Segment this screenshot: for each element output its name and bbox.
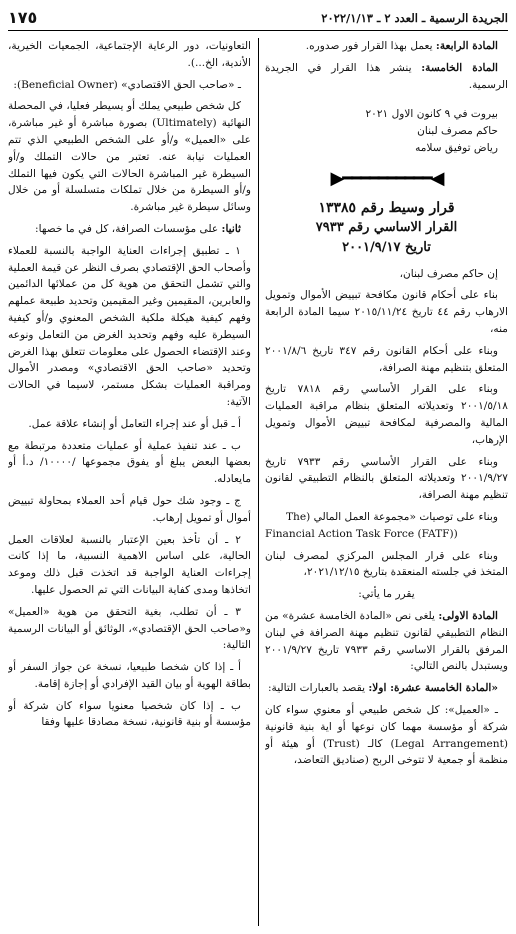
- decision-date: تاريخ ٢٠٠١/٩/١٧: [342, 239, 431, 255]
- beneficial-owner-definition: كل شخص طبيعي يملك أو يسيطر فعليا، في المحصلة النهائية (Ultimately) بصورة مباشرة أو غير مباشرة، على «العميل» و/أو على الشخص الطبيعي الذي تتم العمليات نيابة عنه. تعتبر من حالات التملك و/أو السيطرة غير المباشرة الحالات التي يكون فيها التملك و/أو السيطرة من خلال تملكات متسلسلة أو من خلال وسائل سيطرة غير مباشرة.: [8, 100, 251, 214]
- item-1a: أ ـ قبل أو عند إجراء التعامل أو إنشاء علاقة عمل.: [28, 417, 241, 430]
- item-2: ٢ ـ أن تأخذ بعين الإعتبار بالنسبة لعلاقات العمل الحالية، على اساس الاهمية النسبية، ما إذا كانت إجراءات العناية الواجبة قد اتخذت قبل ذلك وموعد اتخاذها ومدى كفاية البيانات التي تم الحصول عليها.: [8, 533, 251, 596]
- beneficial-owner-heading: ـ «صاحب الحق الاقتصادي» (Beneficial Owner):: [13, 78, 241, 91]
- column-divider: [258, 38, 259, 926]
- decision-number: قرار وسيط رقم ١٣٣٨٥: [318, 199, 455, 216]
- right-column: [265, 38, 508, 928]
- preamble-6: وبناء على قرار المجلس المركزي لمصرف لبنان المتخذ في جلسته المنعقدة بتاريخ ٢٠٢١/١٢/١٥،: [265, 549, 508, 579]
- intro: إن حاكم مصرف لبنان،: [399, 267, 498, 280]
- article-4: المادة الرابعة: يعمل بهذا القرار فور صدوره.: [305, 40, 498, 52]
- preamble-4: وبناء على القرار الأساسي رقم ٧٩٣٣ تاريخ ٢٠٠١/٩/٢٧ وتعديلاته المتعلق بالنظام التطبيقي لقانون تنظيم مهنة الصرافة،: [265, 455, 508, 502]
- place-date: بيروت في ٩ كانون الاول ٢٠٢١: [365, 108, 498, 121]
- page-number: ١٧٥: [8, 7, 38, 27]
- item-1c: ج ـ وجود شك حول قيام أحد العملاء بمحاولة تبييض أموال أو تمويل إرهاب.: [8, 494, 251, 524]
- page-header: [8, 6, 508, 31]
- definition-client: ـ «العميل»: كل شخص طبيعي أو معنوي سواء كان شركة أو مؤسسة مهما كان نوعها أو اية بنية قانونية (Legal Arrangement) كالـ (Trust) أو هيئة أو منظمة أو جمعية لا تتوخى الربح (صناديق التعاضد،: [265, 703, 508, 767]
- article-15: «المادة الخامسة عشرة: اولا: يقصد بالعبارات التالية:: [267, 682, 498, 695]
- preamble-5-english: Financial Action Task Force (FATF)): [265, 527, 458, 540]
- preamble-5: وبناء على توصيات «مجموعة العمل المالي (The: [285, 510, 498, 523]
- item-1b: ب ـ عند تنفيذ عملية أو عمليات متعددة مرتبطة مع بعضها البعض يبلغ أو يفوق مجموعها /١٠٠٠٠/ د.أ أو مايعادله.: [8, 439, 251, 486]
- item-3b: ب ـ إذا كان شخصيا معنويا سواء كان شركة أو مؤسسة أو بنية قانونية، نسخة مصادقا عليها وفقا: [8, 699, 251, 729]
- left-column: [8, 38, 251, 928]
- signer-title: حاكم مصرف لبنان: [417, 125, 498, 138]
- decides: يقرر ما يأتي:: [358, 588, 415, 601]
- base-decision-number: القرار الاساسي رقم ٧٩٣٣: [315, 219, 458, 235]
- item-1: ١ ـ تطبيق إجراءات العناية الواجبة بالنسبة للعملاء وأصحاب الحق الإقتصادي بصرف النظر عن قيمة العملية والتي تشمل التحقق من هوية كل من عملائها الدائمين والعابرين، المقيمين وغير المقيمين وتحديد طبيعة عملهم وفهم كيفية هيكلة ملكية الشخص المعنوي و/أو كيفية السيطرة عليه وفهم وتحديد الغرض من التعامل ونوعه وعند الإقتضاء الحصول على معلومات تتعلق بهذا الغرض وتحديد «صاحب الحق الاقتصادي» ومصدر الأموال ومراقبة العمليات بشكل مستمر، لاسيما في الحالات الآتية:: [8, 244, 251, 408]
- section-2: ثانيا: على مؤسسات الصرافة، كل في ما خصها:: [35, 222, 241, 235]
- article-5: المادة الخامسة: ينشر هذا القرار في الجريدة الرسمية.: [265, 61, 508, 91]
- client-continued: التعاونيات، دور الرعاية الإجتماعية، الجمعيات الخيرية، الأندية، الخ...).: [8, 40, 251, 69]
- preamble-3: وبناء على القرار الأساسي رقم ٧٨١٨ تاريخ ٢٠٠١/٥/١٨ وتعديلاته المتعلق بنظام مراقبة العمليات المالية والمصرفية لمكافحة تبييض الأموال وتمويل الإرهاب،: [265, 383, 508, 446]
- item-3a: أ ـ إذا كان شخصا طبيعيا، نسخة عن جواز السفر أو بطاقة الهوية أو بيان القيد الإفرادي أو إجازة إقامة.: [8, 661, 251, 690]
- gazette-title: الجريدة الرسمية ـ العدد ٢ ـ ٢٠٢٢/١/١٣: [321, 10, 508, 25]
- article-1: المادة الاولى: يلغى نص «المادة الخامسة عشرة» من النظام التطبيقي لقانون تنظيم مهنة الصرافة في لبنان المرفق بالقرار الاساسي رقم ٧٩٣٣ تاريخ ٢٠٠١/٩/٢٧ ويستبدل بالنص التالي:: [265, 609, 508, 673]
- item-3: ٣ ـ أن تطلب، بغية التحقق من هوية «العميل» و«صاحب الحق الإقتصادي»، الوثائق أو البيانات الرسمية التالية:: [8, 605, 251, 652]
- preamble-2: وبناء على أحكام القانون رقم ٣٤٧ تاريخ ٢٠٠١/٨/٦ المتعلق بتنظيم مهنة الصرافة،: [265, 344, 508, 374]
- signer-name: رياض توفيق سلامه: [415, 141, 498, 154]
- preamble-1: بناء على أحكام قانون مكافحة تبييض الأموال وتمويل الارهاب رقم ٤٤ تاريخ ٢٠١٥/١١/٢٤ سيما المادة الرابعة منه،: [265, 289, 508, 335]
- separator-ornament: ◀━━━━━━━━━━▶: [330, 167, 443, 189]
